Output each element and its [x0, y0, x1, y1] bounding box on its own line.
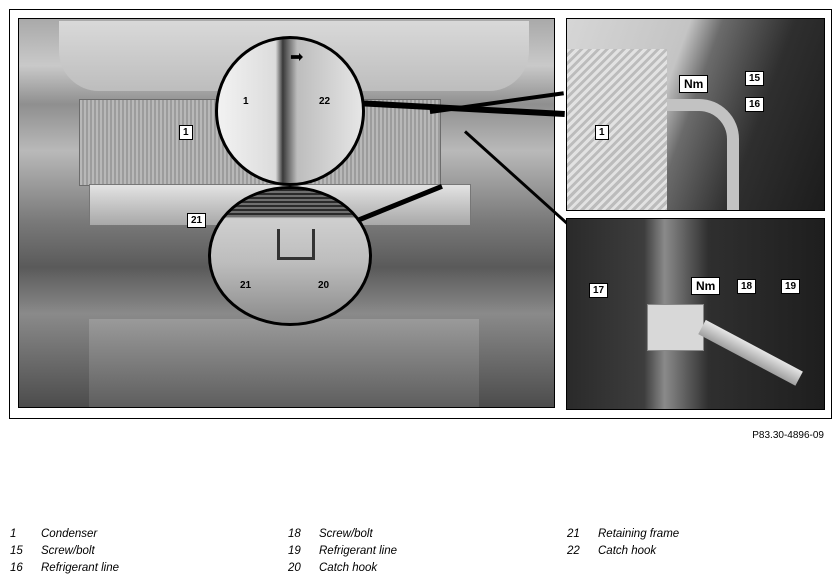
- callout-catch-hook-20: 20: [318, 280, 330, 291]
- torque-nm-icon-2: Nm: [691, 277, 720, 295]
- detail-photo-bottom: [566, 218, 825, 410]
- legend-item: 20 Catch hook: [288, 562, 378, 574]
- legend-item: 18 Screw/bolt: [288, 528, 373, 540]
- grille-image: [211, 189, 369, 217]
- magnifier-top: [215, 36, 365, 186]
- callout-condenser-detail: 1: [595, 125, 609, 140]
- callout-screw-15: 15: [745, 71, 764, 86]
- refrigerant-line-image-2: [698, 320, 803, 386]
- legend-item: 15 Screw/bolt: [10, 545, 95, 557]
- callout-condenser-mag: 1: [243, 96, 249, 107]
- legend-column-3: [567, 526, 679, 560]
- refrigerant-line-image: [667, 99, 739, 211]
- legend-column-1: [10, 526, 119, 577]
- legend-item: 16 Refrigerant line: [10, 562, 119, 574]
- callout-catch-hook-22: 22: [319, 96, 331, 107]
- figure-code: P83.30-4896-09: [752, 430, 824, 441]
- callout-retaining-frame-mag: 21: [240, 280, 252, 291]
- callout-refrigerant-16: 16: [745, 97, 764, 112]
- subframe-image: [89, 319, 479, 407]
- torque-nm-icon: Nm: [679, 75, 708, 93]
- callout-retaining-frame: 21: [187, 213, 206, 228]
- legend-item: 21 Retaining frame: [567, 528, 680, 540]
- callout-17: 17: [589, 283, 608, 298]
- legend-column-2: [288, 526, 397, 577]
- legend-item: 1 Condenser: [10, 528, 98, 540]
- figure-frame: [9, 9, 832, 419]
- legend-item: 22 Catch hook: [567, 545, 657, 557]
- magnifier-bottom: [208, 186, 372, 326]
- legend-item: 19 Refrigerant line: [288, 545, 397, 557]
- catch-hook-image: [277, 229, 315, 260]
- callout-refrigerant-19: 19: [781, 279, 800, 294]
- condenser-fins-image: [567, 49, 667, 211]
- callout-screw-18: 18: [737, 279, 756, 294]
- arrow-right-icon: ➡: [290, 49, 304, 66]
- callout-condenser: 1: [179, 125, 193, 140]
- fitting-image: [647, 304, 704, 351]
- detail-photo-top: [566, 18, 825, 211]
